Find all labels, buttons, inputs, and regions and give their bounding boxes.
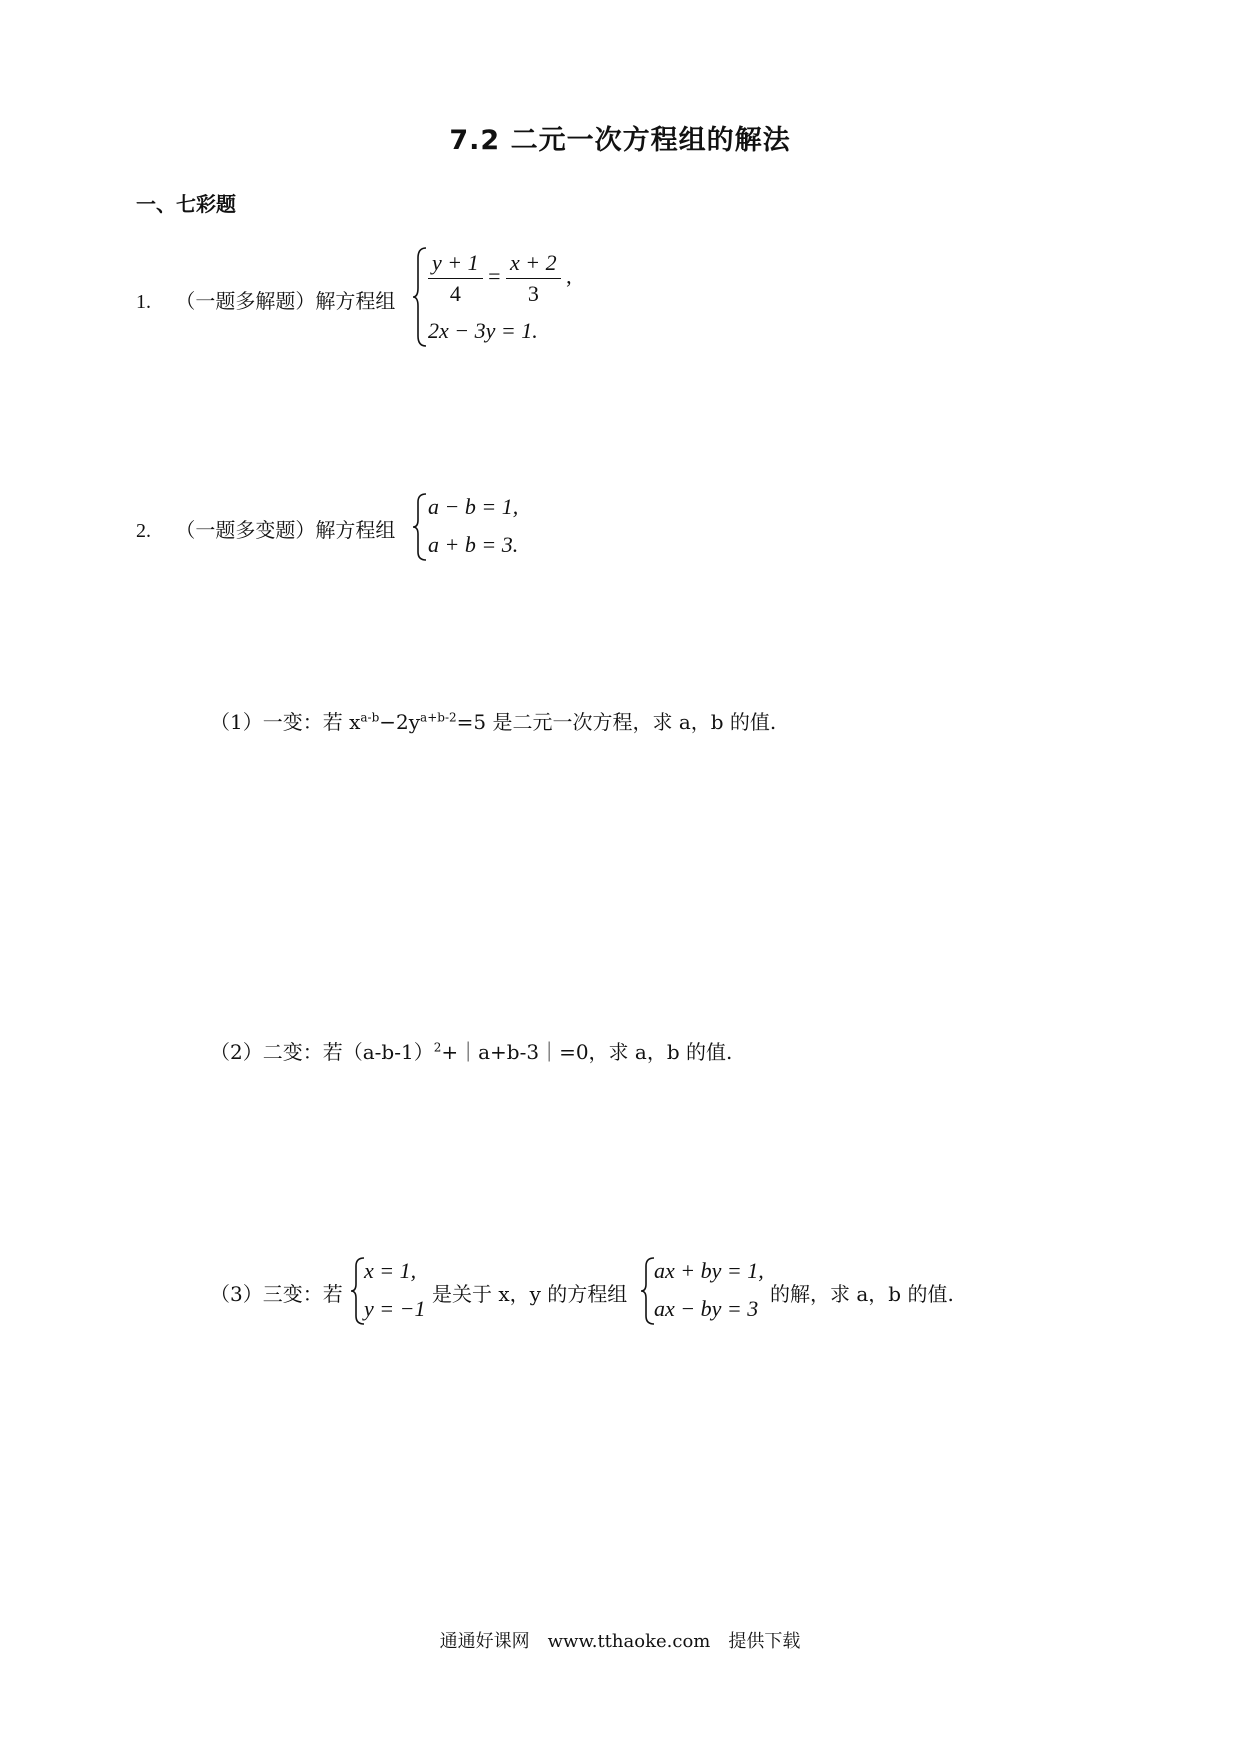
exponent: 2 xyxy=(433,1040,442,1055)
variation-prefix: （1）一变：若 x xyxy=(210,710,361,734)
page-title: 7.2 二元一次方程组的解法 xyxy=(449,125,791,156)
footer-source: 通通好课网 www.tthaoke.com 提供下载 xyxy=(439,1631,801,1652)
v3-system1-equation-2: y = −1 xyxy=(364,1296,426,1321)
v3-system1-equation-1: x = 1, xyxy=(364,1258,417,1283)
variation-1 xyxy=(210,706,776,735)
variation-suffix: +｜a+b-3｜=0，求 a，b 的值. xyxy=(441,1040,733,1064)
variation-3-suffix: 的解，求 a，b 的值. xyxy=(770,1282,954,1306)
fraction-denominator: 4 xyxy=(449,281,461,306)
variation-3-middle: 是关于 x，y 的方程组 xyxy=(432,1282,628,1306)
fraction-denominator: 3 xyxy=(527,281,539,306)
question-1 xyxy=(136,285,395,314)
v3-system2-equation-2: ax − by = 3 xyxy=(654,1296,759,1321)
variation-middle: −2y xyxy=(379,710,421,734)
equals-sign: = xyxy=(488,263,501,289)
fraction-numerator: y + 1 xyxy=(428,250,483,279)
q2-equation-2: a + b = 3. xyxy=(428,532,519,557)
exponent: a+b-2 xyxy=(420,710,457,725)
left-brace-icon xyxy=(412,492,428,562)
variation-2 xyxy=(210,1036,732,1065)
section-heading: 一、七彩题 xyxy=(136,192,236,216)
q2-equation-1: a − b = 1, xyxy=(428,494,519,519)
variation-suffix: =5 是二元一次方程，求 a，b 的值. xyxy=(456,710,777,734)
q1-equation-1 xyxy=(428,250,572,307)
q1-equation-2: 2x − 3y = 1. xyxy=(428,318,538,343)
exponent: a-b xyxy=(360,710,380,725)
variation-prefix: （2）二变：若（a-b-1） xyxy=(210,1040,434,1064)
question-label: （一题多解题）解方程组 xyxy=(175,289,396,313)
fraction xyxy=(428,250,483,307)
fraction-numerator: x + 2 xyxy=(506,250,561,279)
question-2 xyxy=(136,514,395,543)
question-number: 2. xyxy=(136,520,151,542)
fraction xyxy=(506,250,561,307)
variation-3-prefix: （3）三变：若 xyxy=(210,1282,343,1306)
comma: , xyxy=(566,263,572,289)
question-number: 1. xyxy=(136,291,151,313)
v3-system2-equation-1: ax + by = 1, xyxy=(654,1258,764,1283)
question-label: （一题多变题）解方程组 xyxy=(175,518,396,542)
left-brace-icon xyxy=(412,246,428,348)
